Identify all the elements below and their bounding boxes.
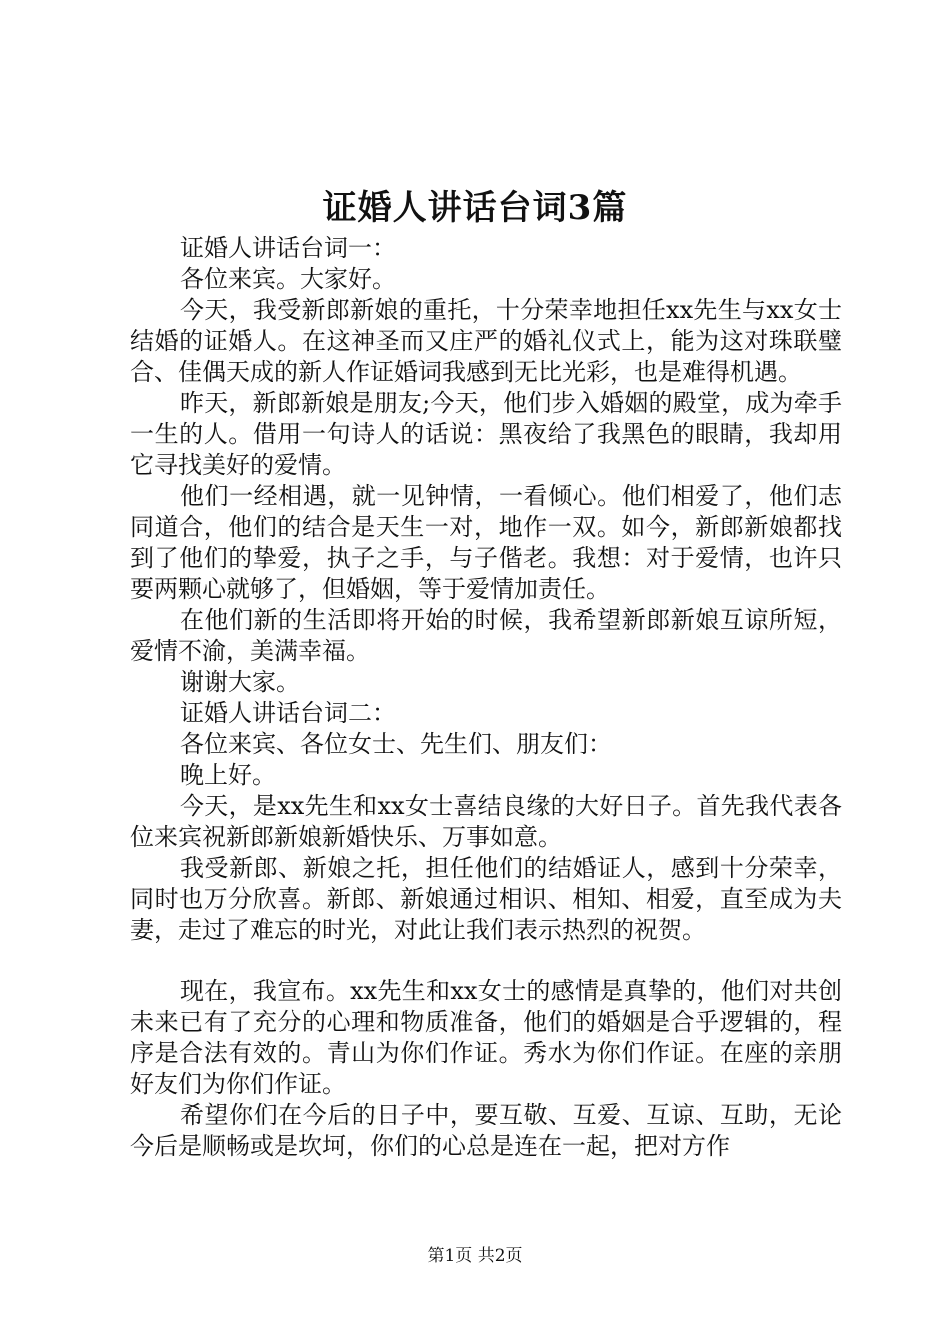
paragraph-spacer: [130, 946, 842, 976]
page-number-footer: 第1页 共2页: [427, 1246, 523, 1266]
paragraph: 现在，我宣布。xx先生和xx女士的感情是真挚的，他们对共创未来已有了充分的心理和物质准备，他们的婚姻是合乎逻辑的，程序是合法有效的。青山为你们作证。秀水为你们作证。在座的亲朋好友们为你们作证。: [130, 977, 842, 1098]
document-title: 证婚人讲话台词3篇: [322, 188, 628, 228]
paragraph-greeting-1: 各位来宾。大家好。: [180, 265, 396, 293]
paragraph: 希望你们在今后的日子中，要互敬、互爱、互谅、互助，无论今后是顺畅或是坎坷，你们的心总是连在一起，把对方作: [130, 1101, 842, 1160]
paragraph: 在他们新的生活即将开始的时候，我希望新郎新娘互谅所短，爱情不渝，美满幸福。: [130, 606, 842, 665]
document-body: [130, 233, 842, 1162]
paragraph: 昨天，新郎新娘是朋友;今天，他们步入婚姻的殿堂，成为牵手一生的人。借用一句诗人的话说：黑夜给了我黑色的眼睛，我却用它寻找美好的爱情。: [130, 389, 842, 479]
paragraph-greeting-2: 各位来宾、各位女士、先生们、朋友们：: [180, 730, 612, 758]
paragraph: 今天，是xx先生和xx女士喜结良缘的大好日子。首先我代表各位来宾祝新郎新娘新婚快乐、万事如意。: [130, 792, 842, 851]
paragraph: 我受新郎、新娘之托，担任他们的结婚证人，感到十分荣幸，同时也万分欣喜。新郎、新娘通过相识、相知、相爱，直至成为夫妻，走过了难忘的时光，对此让我们表示热烈的祝贺。: [130, 854, 842, 944]
paragraph-greeting-3: 晚上好。: [180, 761, 276, 789]
paragraph-section-heading-2: 证婚人讲话台词二：: [180, 699, 396, 727]
paragraph-section-heading-1: 证婚人讲话台词一：: [180, 234, 396, 262]
paragraph: 他们一经相遇，就一见钟情，一看倾心。他们相爱了，他们志同道合，他们的结合是天生一对，地作一双。如今，新郎新娘都找到了他们的挚爱，执子之手，与子偕老。我想：对于爱情，也许只要两颗心就够了，但婚姻，等于爱情加责任。: [130, 482, 842, 603]
paragraph-closing-1: 谢谢大家。: [180, 668, 300, 696]
paragraph: 今天，我受新郎新娘的重托，十分荣幸地担任xx先生与xx女士结婚的证婚人。在这神圣而又庄严的婚礼仪式上，能为这对珠联璧合、佳偶天成的新人作证婚词我感到无比光彩，也是难得机遇。: [130, 296, 842, 386]
